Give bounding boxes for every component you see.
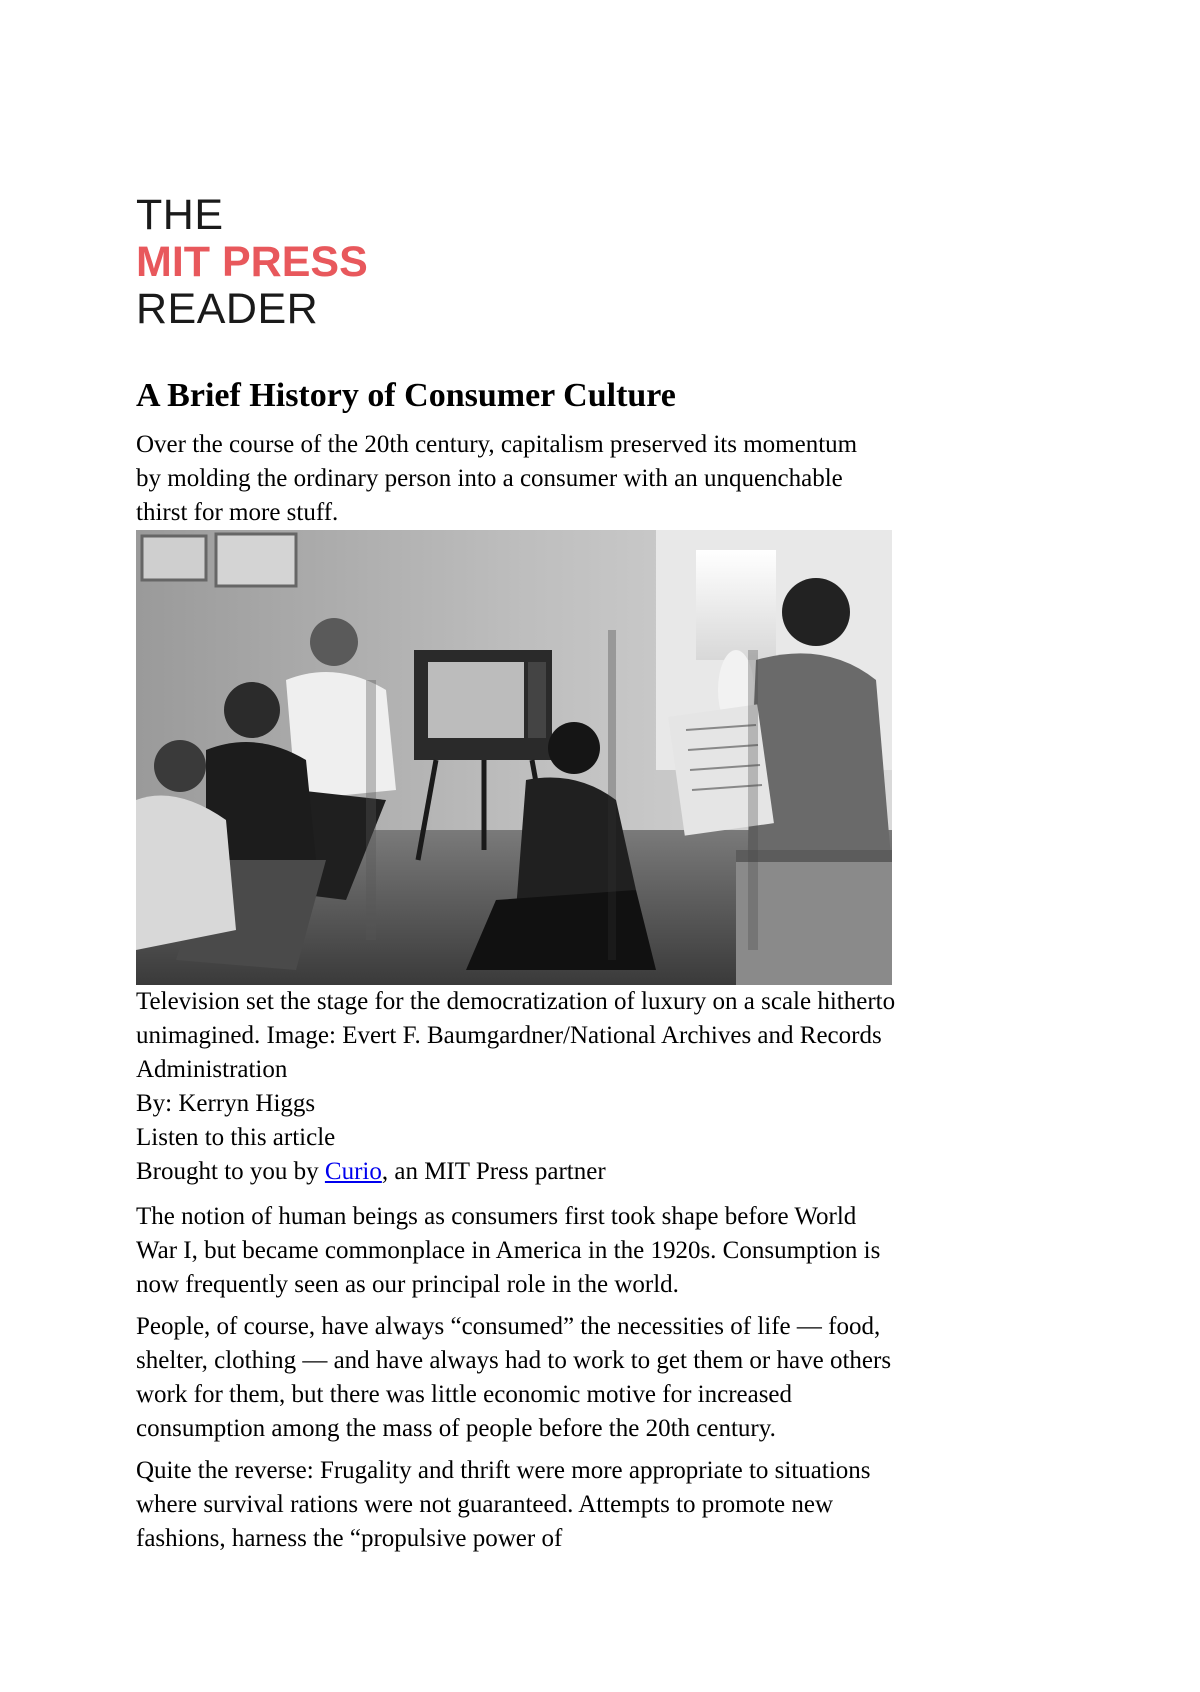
byline: By: Kerryn Higgs [136,1090,316,1117]
body-paragraph: Quite the reverse: Frugality and thrift were more appropriate to situations where survival rations were not guaranteed. Attempts to promote new fashions, harness the “propulsive power of [136,1457,871,1552]
body-paragraph: People, of course, have always “consumed” the necessities of life — food, shelter, clothing — and have always had to work to get them or have others work for them, but there was little economic motive for increased consumption among the mass of people before the 20th century. [136,1313,892,1442]
logo-line-reader: READER [136,285,319,333]
article-meta [136,1087,896,1189]
article-dek: Over the course of the 20th century, capitalism preserved its momentum by molding the ordinary person into a consumer with an unquenchable thirst for more stuff. [136,431,858,526]
article-title: A Brief History of Consumer Culture [136,377,676,414]
body-paragraph: The notion of human beings as consumers first took shape before World War I, but became commonplace in America in the 1920s. Consumption is now frequently seen as our principal role in the world. [136,1203,881,1298]
image-caption: Television set the stage for the democratization of luxury on a scale hitherto unimagined. Image: Evert F. Baumgardner/National Archives and Records Administration [136,988,896,1083]
curio-link[interactable]: Curio [324,1158,382,1185]
article-body [136,1200,896,1564]
brought-by-prefix: Brought to you by [136,1158,325,1185]
logo-line-the: THE [136,191,224,239]
logo-line-mit-press: MIT PRESS [136,238,368,286]
brought-by-suffix: , an MIT Press partner [381,1158,606,1185]
mit-press-reader-logo[interactable] [136,192,368,333]
listen-link[interactable]: Listen to this article [136,1124,336,1151]
brought-by-line [136,1155,896,1189]
hero-photo [136,530,892,985]
